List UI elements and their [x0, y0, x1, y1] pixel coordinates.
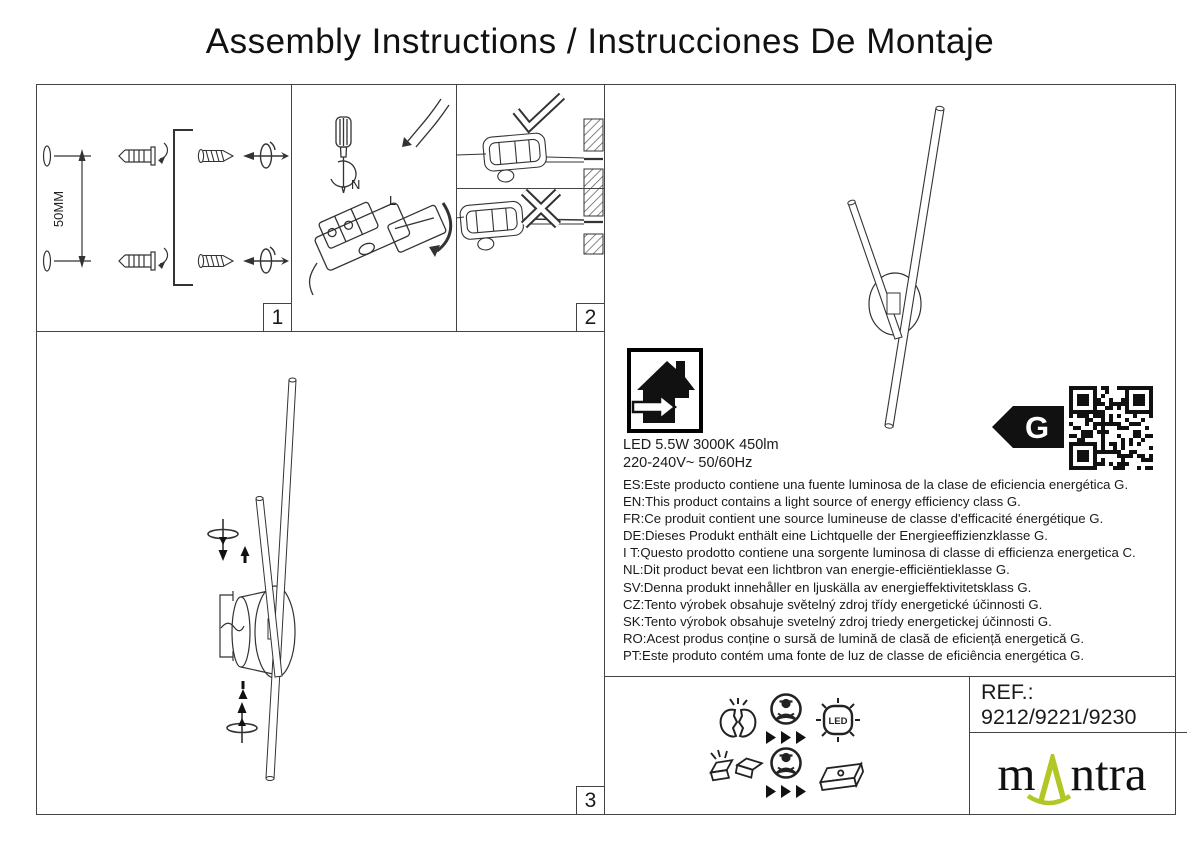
lang-line-pt: PT:Este produto contém uma fonte de luz de classe de eficiência energética G.	[623, 647, 1085, 663]
lamp-side-view	[37, 331, 603, 813]
step-number-2: 2	[576, 303, 604, 331]
energy-class-letter: G	[1024, 410, 1050, 445]
brand-arc-icon	[1026, 794, 1072, 808]
footer-strip	[605, 676, 1175, 814]
lamp-specs	[623, 436, 779, 472]
lang-line-sk: SK:Tento výrobok obsahuje svetelný zdroj triedy energetickej účinnosti G.	[623, 613, 1052, 629]
lamp-front-view	[802, 86, 1082, 446]
drilling-diagram	[37, 85, 290, 330]
ref-and-brand	[969, 677, 1175, 814]
technician-icon-2	[768, 745, 804, 781]
broken-led-icon	[715, 697, 761, 741]
lang-line-sv: SV:Denna produkt innehåller en ljuskälla av energieffektivitetsklass G.	[623, 579, 1032, 595]
spec-line-1: LED 5.5W 3000K 450lm	[623, 437, 779, 453]
brand-text-m: m	[997, 745, 1036, 801]
led-badge-text: LED	[828, 716, 848, 727]
lang-line-ro: RO:Acest produs conține o sursă de lumină de clasă de eficiență energetică G.	[623, 630, 1085, 646]
led-lamp-icon	[816, 698, 860, 742]
reference-box	[969, 677, 1187, 733]
info-panel	[604, 85, 1176, 814]
ref-label: REF.:	[981, 680, 1034, 704]
technician-icon	[768, 691, 804, 727]
brand-logo	[969, 732, 1175, 815]
ref-numbers: 9212/9221/9230	[981, 705, 1137, 729]
lang-line-de: DE:Dieses Produkt enthält eine Lichtquelle der Energieeffizienzklasse G.	[623, 528, 1048, 544]
panel-step1	[37, 85, 292, 332]
main-frame	[36, 84, 1176, 815]
panel-wiring	[291, 85, 457, 332]
triple-arrow-icon-2	[766, 785, 808, 798]
lang-line-cz: CZ:Tento výrobek obsahuje světelný zdroj třídy energetické účinnosti G.	[623, 596, 1043, 612]
indoor-house-icon	[627, 348, 703, 433]
panel-step2	[456, 85, 604, 332]
spec-line-2: 220-240V~ 50/60Hz	[623, 455, 753, 471]
lang-line-it: I T:Questo prodotto contiene una sorgente luminosa di classe di efficienza energetica C.	[623, 545, 1136, 561]
checkmark-icon	[516, 96, 562, 127]
lang-line-en: EN:This product contains a light source of energy efficiency class G.	[623, 494, 1021, 510]
triple-arrow-icon	[766, 731, 808, 744]
lang-line-es: ES:Este producto contiene una fuente luminosa de la clase de eficiencia energética G.	[623, 477, 1129, 492]
panel-step3	[37, 331, 604, 814]
cross-icon	[524, 192, 558, 225]
page-title: Assembly Instructions / Instrucciones De Montaje	[205, 22, 995, 61]
energy-statements	[623, 476, 1136, 664]
broken-driver-icon	[708, 747, 764, 791]
neutral-terminal-label: N	[351, 177, 361, 192]
service-pictograms	[605, 677, 970, 814]
energy-class-arrow-icon	[991, 405, 1065, 449]
lang-line-fr: FR:Ce produit contient une source lumineuse de classe d'efficacité énergétique G.	[623, 511, 1104, 527]
live-terminal-label: L	[389, 193, 397, 208]
qr-code	[1067, 384, 1155, 472]
brand-text-ntra: ntra	[1070, 745, 1147, 801]
lang-line-nl: NL:Dit product bevat een lichtbron van energie-efficiëntieklasse G.	[623, 562, 1010, 578]
step-number-1: 1	[263, 303, 291, 331]
step-number-3: 3	[576, 786, 604, 814]
dimension-label: 50MM	[51, 190, 66, 228]
cable-routing-diagram	[456, 85, 604, 330]
driver-icon	[813, 753, 869, 795]
wiring-diagram	[291, 85, 455, 330]
